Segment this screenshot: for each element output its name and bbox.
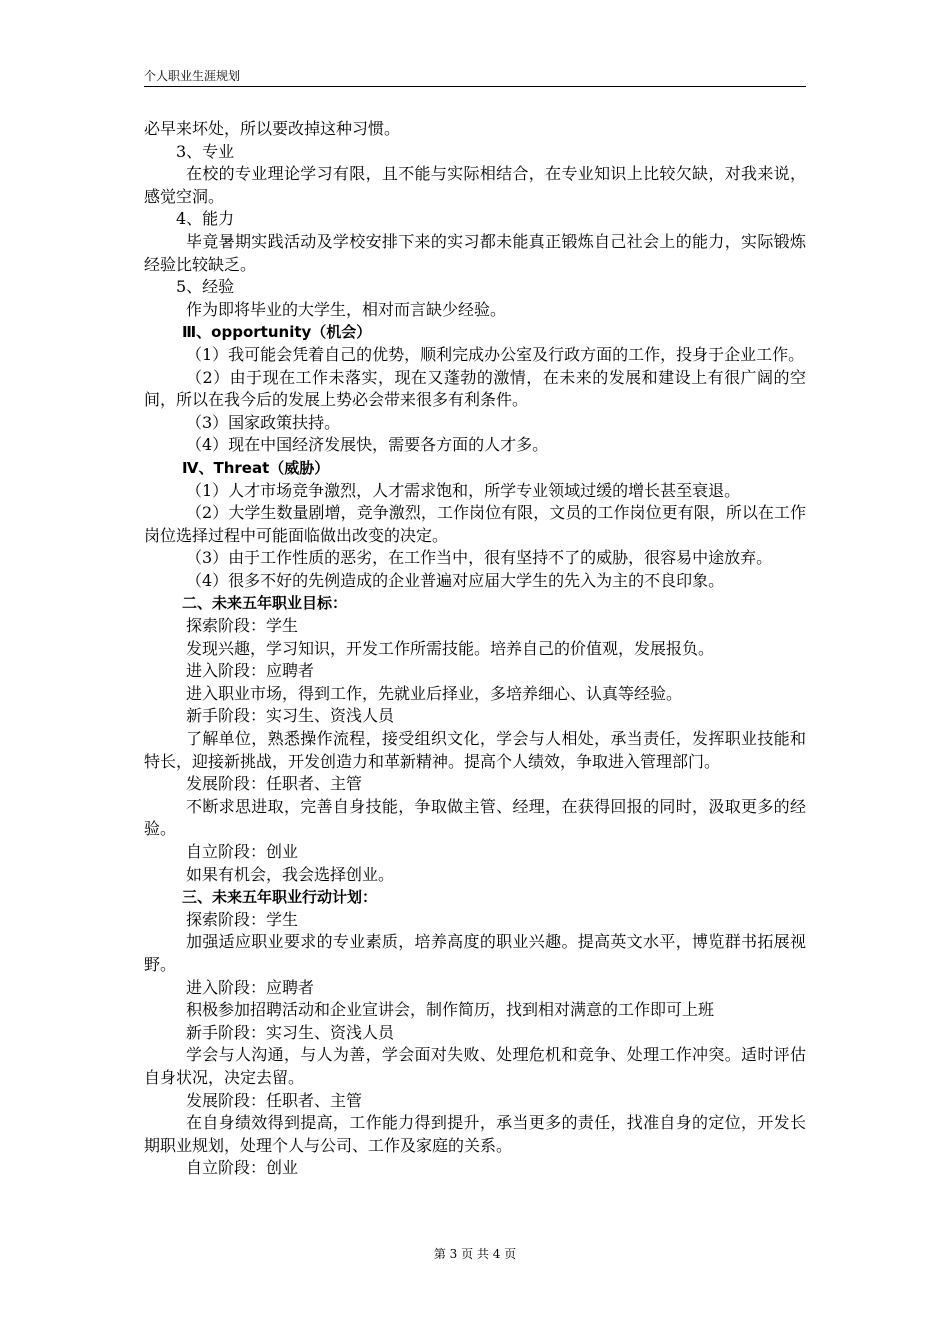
paragraph: 探索阶段：学生 <box>186 909 299 929</box>
paragraph: 在自身绩效得到提高，工作能力得到提升，承当更多的责任，找准自身的定位，开发长期职业规划，处理个人与公司、工作及家庭的关系。 <box>144 1113 806 1155</box>
paragraph: 作为即将毕业的大学生，相对而言缺少经验。 <box>186 299 507 319</box>
paragraph: 进入阶段：应聘者 <box>186 977 315 997</box>
paragraph: 加强适应职业要求的专业素质，培养高度的职业兴趣。提高英文水平，博览群书拓展视野。 <box>144 932 806 974</box>
paragraph: 4、能力 <box>176 209 235 229</box>
paragraph: 自立阶段：创业 <box>186 1158 299 1178</box>
paragraph: 学会与人沟通，与人为善，学会面对失败、处理危机和竞争、处理工作冲突。适时评估自身状况，决定去留。 <box>144 1045 806 1087</box>
paragraph: 必早来坏处，所以要改掉这种习惯。 <box>144 119 401 138</box>
section-heading: Ⅳ、Threat（威胁） <box>182 458 330 477</box>
paragraph: 发展阶段：任职者、主管 <box>186 774 363 794</box>
paragraph: 了解单位，熟悉操作流程，接受组织文化，学会与人相处，承当责任，发挥职业技能和特长，迎接新挑战，开发创造力和革新精神。提高个人绩效，争取进入管理部门。 <box>144 729 806 771</box>
paragraph: 毕竟暑期实践活动及学校安排下来的实习都未能真正锻炼自己社会上的能力，实际锻炼经验比较缺乏。 <box>144 231 806 274</box>
paragraph: 不断求思进取，完善自身技能，争取做主管、经理，在获得回报的同时，汲取更多的经验。 <box>144 796 806 839</box>
paragraph: 积极参加招聘活动和企业宣讲会，制作简历，找到相对满意的工作即可上班 <box>186 1000 715 1020</box>
paragraph: 发展阶段：任职者、主管 <box>186 1090 363 1110</box>
paragraph: 发现兴趣，学习知识，开发工作所需技能。培养自己的价值观，发展报负。 <box>186 638 715 658</box>
paragraph: （3）由于工作性质的恶劣，在工作当中，很有坚持不了的威胁，很容易中途放弃。 <box>186 548 773 568</box>
paragraph: （1）人才市场竞争激烈，人才需求饱和，所学专业领域过缓的增长甚至衰退。 <box>186 480 741 500</box>
paragraph: 探索阶段：学生 <box>186 616 299 636</box>
page-footer <box>0 1246 950 1262</box>
paragraph: （4）很多不好的先例造成的企业普遍对应届大学生的先入为主的不良印象。 <box>186 570 725 590</box>
paragraph: （1）我可能会凭着自己的优势，顺利完成办公室及行政方面的工作，投身于企业工作。 <box>186 344 805 364</box>
paragraph: （2）由于现在工作未落实，现在又蓬勃的激情，在未来的发展和建设上有很广阔的空间，所以在我今后的发展上势必会带来很多有利条件。 <box>144 367 806 410</box>
document-body <box>144 118 806 1180</box>
paragraph: 新手阶段：实习生、资浅人员 <box>186 1022 395 1042</box>
section-heading: 二、未来五年职业目标： <box>182 594 348 613</box>
paragraph: （2）大学生数量剧增，竞争激烈，工作岗位有限，文员的工作岗位更有限，所以在工作岗位选择过程中可能面临做出改变的决定。 <box>144 503 806 545</box>
section-heading: Ⅲ、opportunity（机会） <box>182 323 372 342</box>
paragraph: 进入职业市场，得到工作，先就业后择业，多培养细心、认真等经验。 <box>186 683 683 703</box>
paragraph: 在校的专业理论学习有限，且不能与实际相结合，在专业知识上比较欠缺，对我来说，感觉空洞。 <box>144 164 806 206</box>
paragraph: 3、专业 <box>176 141 235 161</box>
paragraph: 新手阶段：实习生、资浅人员 <box>186 706 395 726</box>
page-number-label: 第 3 页 共 4 页 <box>433 1247 517 1261</box>
paragraph: 5、经验 <box>176 277 235 297</box>
paragraph: （3）国家政策扶持。 <box>186 412 341 432</box>
header-title: 个人职业生涯规划 <box>144 69 241 83</box>
paragraph: （4）现在中国经济发展快，需要各方面的人才多。 <box>186 435 549 455</box>
paragraph: 自立阶段：创业 <box>186 842 299 861</box>
section-heading: 三、未来五年职业行动计划： <box>182 888 378 907</box>
page-header <box>144 68 806 87</box>
paragraph: 如果有机会，我会选择创业。 <box>186 864 395 884</box>
paragraph: 进入阶段：应聘者 <box>186 661 315 681</box>
